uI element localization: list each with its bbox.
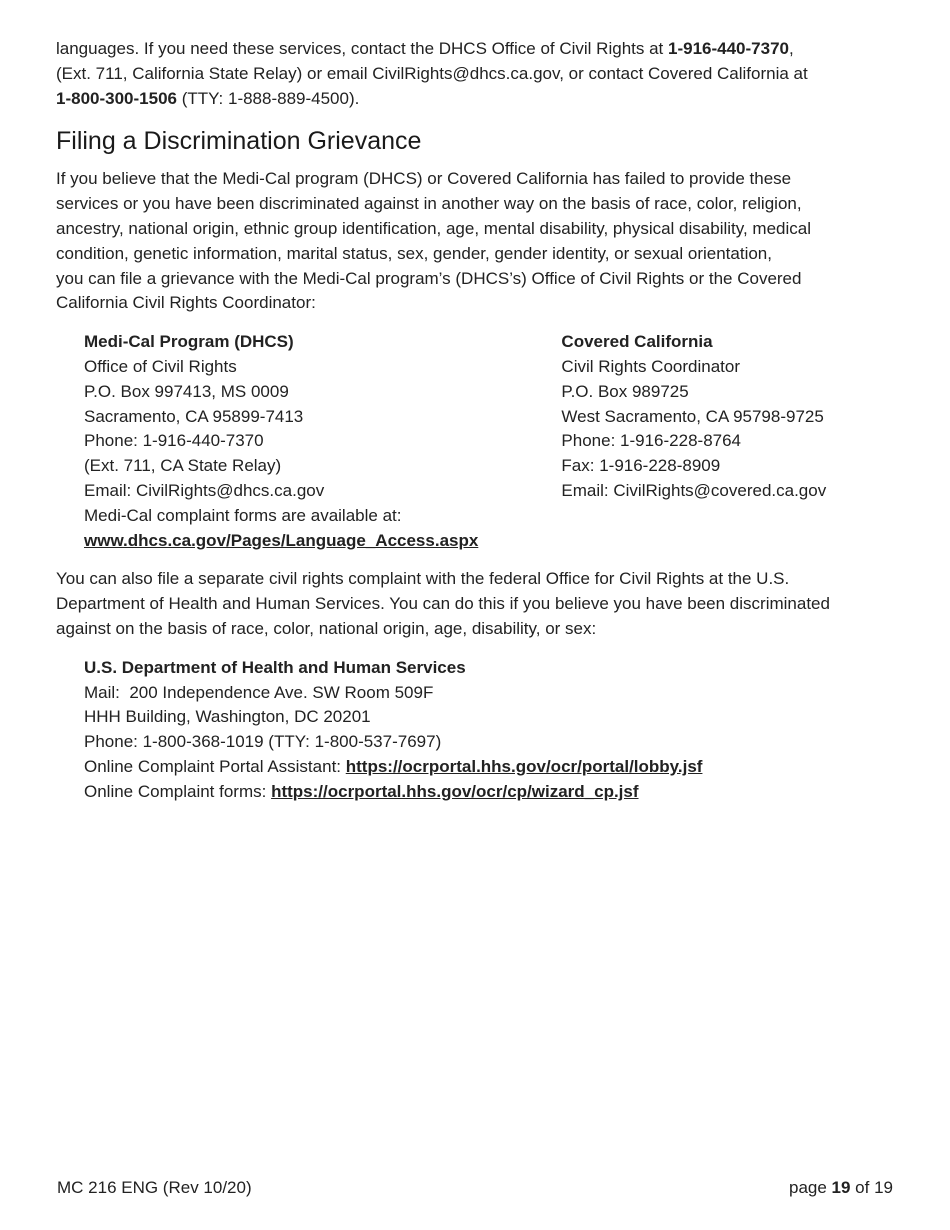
grievance-paragraph: If you believe that the Medi-Cal program (DHCS) or Covered California has failed to provide these services or you have been discriminated against in another way on the basis of race, color, religion, ancestry, national origin, ethnic group identification, age, mental disability, physical disability, medical condition, genetic information, marital status, sex, gender, gender identity, or sexual orientation, you can file a grievance with the Medi-Cal program’s (DHCS’s) Office of Civil Rights or the Covered California Civil Rights Coordinator: xyxy=(56,169,812,313)
document-page xyxy=(56,37,901,805)
ocr-forms-link[interactable]: https://ocrportal.hhs.gov/ocr/cp/wizard_cp.jsf xyxy=(271,781,639,801)
intro-paragraph: languages. If you need these services, contact the DHCS Office of Civil Rights at 1-916-440-7370, (Ext. 711, California State Relay) or email CivilRights@dhcs.ca.gov, or contact Covered California at 1-800-300-1506 (TTY: 1-888-889-4500). xyxy=(56,37,901,111)
contact-columns xyxy=(56,330,901,553)
page-footer xyxy=(57,1176,893,1200)
covered-title: Covered California xyxy=(561,332,713,352)
hhs-title: U.S. Department of Health and Human Services xyxy=(84,657,466,677)
intro-text: languages. If you need these services, contact the DHCS Office of Civil Rights at xyxy=(56,39,668,58)
section-heading: Filing a Discrimination Grievance xyxy=(56,127,422,156)
dhcs-contact: Medi-Cal Program (DHCS) Office of Civil Rights P.O. Box 997413, MS 0009 Sacramento, CA 95899-7413 Phone: 1-916-440-7370 (Ext. 711, CA State Relay) Email: CivilRights@dhcs.ca.gov Medi-Cal complaint forms are available at: www.dhcs.ca.gov/Pages/Language_Access.aspx xyxy=(84,330,561,553)
dhcs-phone-bold: 1-916-440-7370 xyxy=(668,39,789,58)
covered-phone-bold: 1-800-300-1506 xyxy=(56,88,177,108)
intro-text-line2: (Ext. 711, California State Relay) or email CivilRights@dhcs.ca.gov, or contact Covered California at xyxy=(56,63,808,83)
page-number: page 19 of 19 xyxy=(788,1178,893,1197)
dhcs-language-access-link[interactable]: www.dhcs.ca.gov/Pages/Language_Access.aspx xyxy=(84,530,479,550)
covered-california-contact: Covered California Civil Rights Coordinator P.O. Box 989725 West Sacramento, CA 95798-9725 Phone: 1-916-228-8764 Fax: 1-916-228-8909 Email: CivilRights@covered.ca.gov xyxy=(561,330,901,553)
dhcs-title: Medi-Cal Program (DHCS) xyxy=(84,332,294,352)
ocr-portal-link[interactable]: https://ocrportal.hhs.gov/ocr/portal/lobby.jsf xyxy=(345,756,703,776)
federal-paragraph: You can also file a separate civil rights complaint with the federal Office for Civil Rights at the U.S. Department of Health and Human Services. You can do this if you believe you have been discriminated against on the basis of race, color, national origin, age, disability, or sex: xyxy=(56,569,830,638)
hhs-contact: U.S. Department of Health and Human Services Mail: 200 Independence Ave. SW Room 509F HHH Building, Washington, DC 20201 Phone: 1-800-368-1019 (TTY: 1-800-537-7697) Online Complaint Portal Assistant: https://ocrportal.hhs.gov/ocr/portal/lobby.jsf Online Complaint forms: https://ocrportal.hhs.gov/ocr/cp/wizard_cp.jsf xyxy=(56,656,901,805)
form-id: MC 216 ENG (Rev 10/20) xyxy=(57,1178,252,1197)
